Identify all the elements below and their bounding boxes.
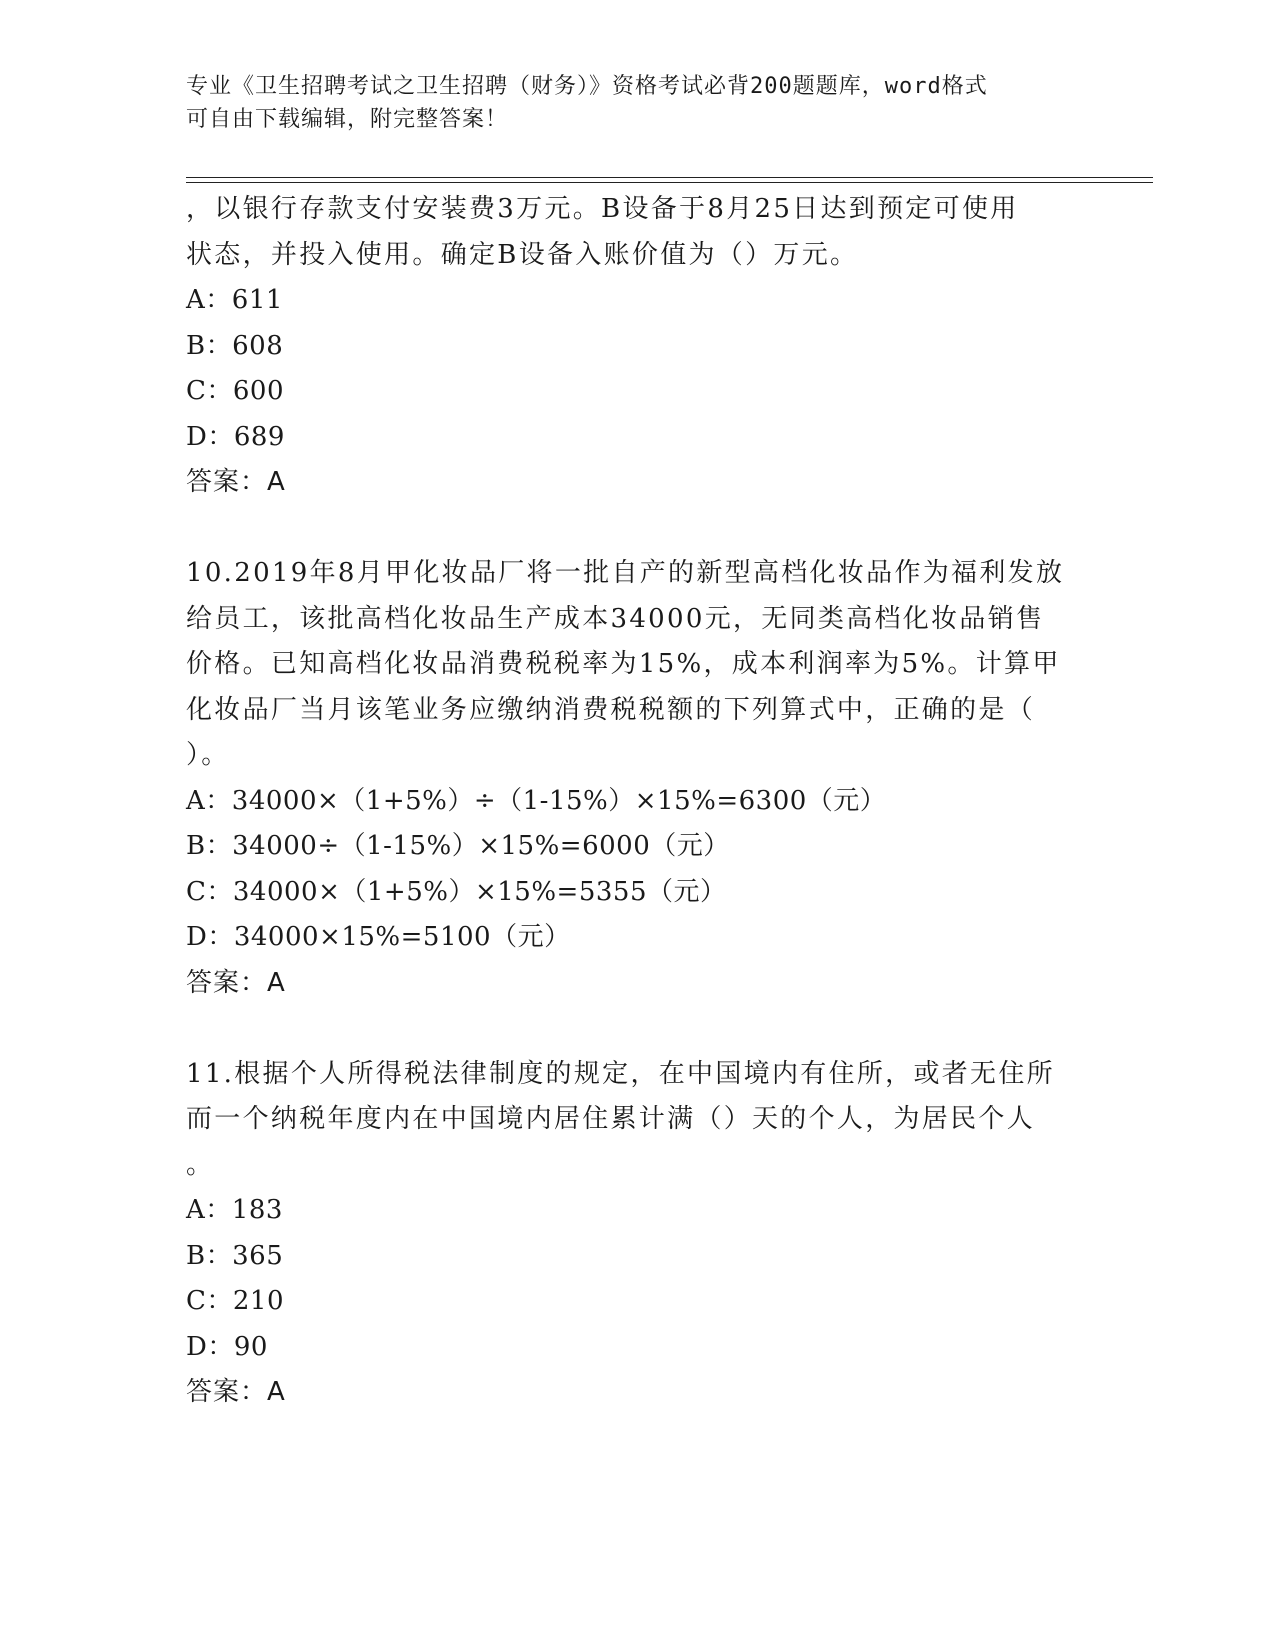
option-c: C：210 [186, 1286, 285, 1316]
question-spacer [186, 1006, 1086, 1052]
option-d: D：689 [186, 421, 285, 452]
header-divider-bottom [186, 182, 1153, 183]
header-line-2: 可自由下载编辑，附完整答案！ [186, 107, 509, 132]
option-a: A：611 [186, 285, 283, 315]
question-text-line: 状态，并投入使用。确定B设备入账价值为（）万元。 [186, 239, 859, 270]
question-text-line: 化妆品厂当月该笔业务应缴纳消费税税额的下列算式中，正确的是（ [186, 694, 1036, 725]
header-line-1: 专业《卫生招聘考试之卫生招聘（财务）》资格考试必背200题题库，word格式 [186, 74, 988, 99]
answer-line: 答案：A [186, 1377, 286, 1407]
answer-line: 答案：A [186, 467, 286, 497]
question-text-line: ）。 [186, 740, 230, 770]
option-d: D：90 [186, 1331, 268, 1362]
question-spacer [186, 506, 1086, 552]
answer-line: 答案：A [186, 967, 286, 998]
document-body [186, 187, 1086, 1416]
question-text-line: 给员工，该批高档化妆品生产成本34000元，无同类高档化妆品销售 [186, 603, 1045, 634]
question-text-line: 而一个纳税年度内在中国境内居住累计满（）天的个人，为居民个人 [186, 1104, 1036, 1134]
document-header [186, 70, 1086, 136]
option-a: A：34000×（1+5%）÷（1-15%）×15%=6300（元） [186, 785, 887, 816]
option-a: A：183 [186, 1195, 283, 1225]
question-text-line: 。 [186, 1149, 215, 1180]
question-11 [186, 1052, 1086, 1416]
question-text-line: 价格。已知高档化妆品消费税税率为15%，成本利润率为5%。计算甲 [186, 649, 1061, 679]
question-9 [186, 187, 1086, 506]
option-b: B：365 [186, 1240, 284, 1271]
option-c: C：600 [186, 376, 285, 406]
question-10 [186, 551, 1086, 1006]
option-c: C：34000×（1+5%）×15%=5355（元） [186, 876, 727, 907]
option-b: B：608 [186, 330, 284, 361]
question-text-line: 10.2019年8月甲化妆品厂将一批自产的新型高档化妆品作为福利发放 [186, 558, 1065, 588]
question-text-line: ，以银行存款支付安装费3万元。B设备于8月25日达到预定可使用 [186, 194, 1019, 224]
option-b: B：34000÷（1-15%）×15%=6000（元） [186, 831, 730, 861]
header-divider-top [186, 177, 1153, 178]
question-text-line: 11.根据个人所得税法律制度的规定，在中国境内有住所，或者无住所 [186, 1058, 1055, 1089]
option-d: D：34000×15%=5100（元） [186, 922, 571, 952]
